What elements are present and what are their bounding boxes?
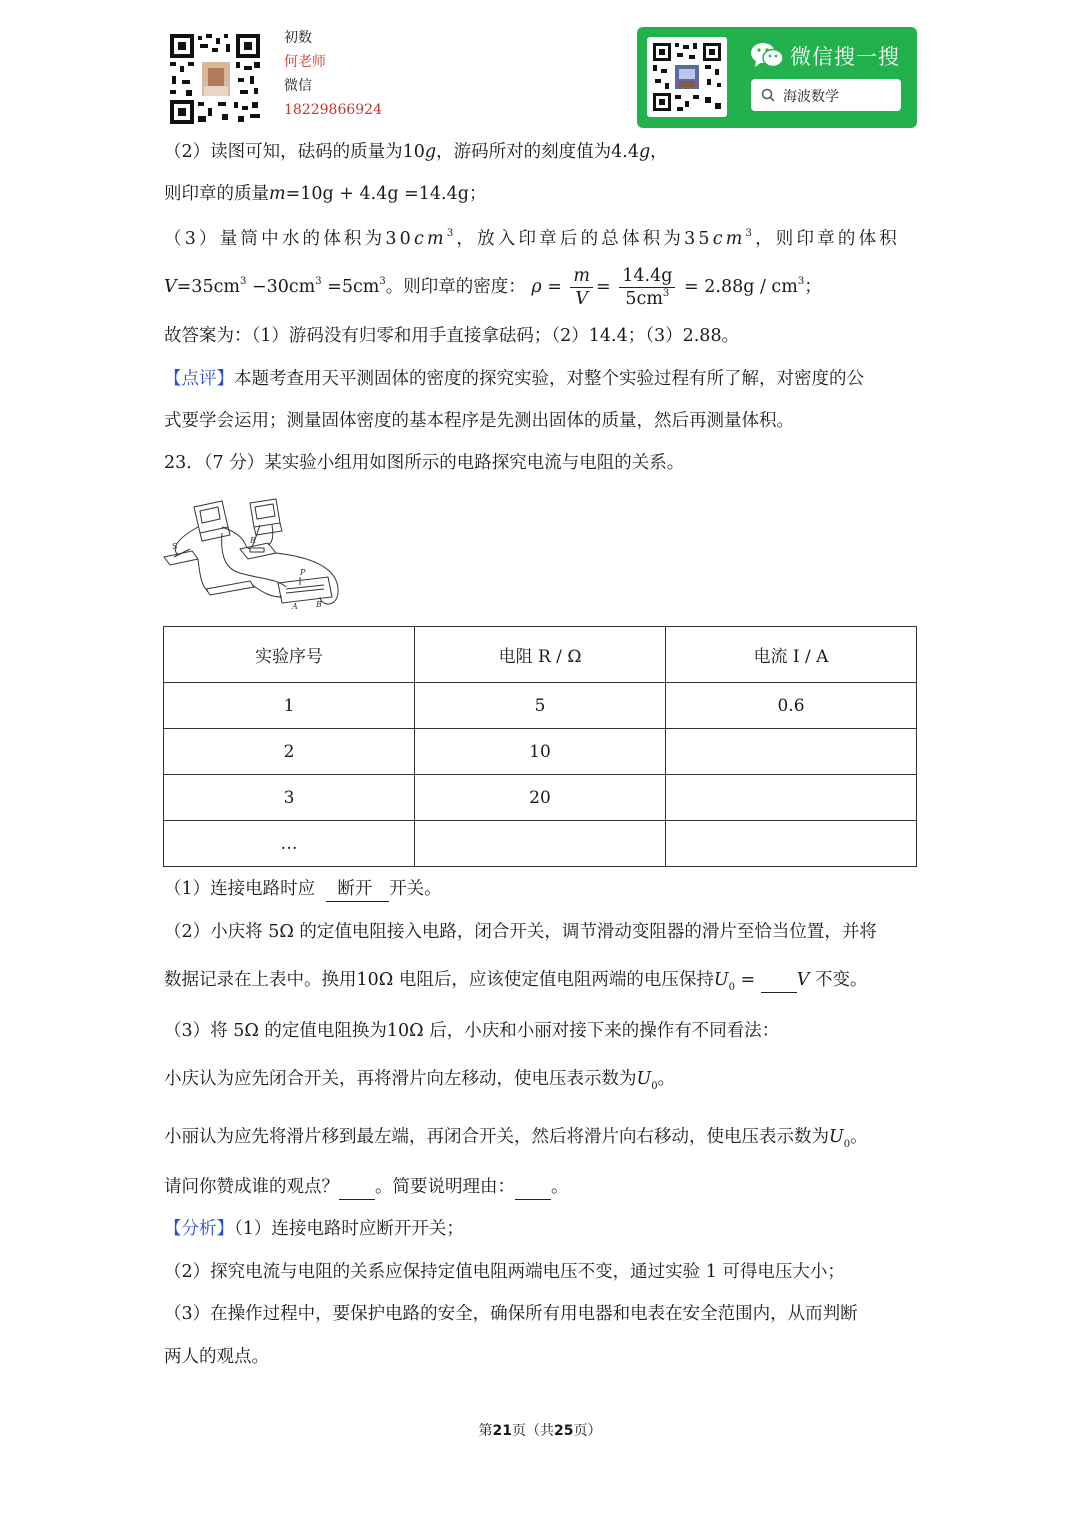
wechat-search-title: 微信搜一搜: [790, 45, 900, 69]
circuit-figure: [160, 497, 350, 612]
question-3-line-2: 小庆认为应先闭合开关，再将滑片向左移动，使电压表示数为$U_0$。: [164, 1069, 676, 1092]
contact-grade: 初数: [284, 30, 312, 46]
question-3-line-3: 小丽认为应先将滑片移到最左端，再闭合开关，然后将滑片向右移动，使电压表示数为$U_0$。: [164, 1127, 868, 1150]
table-cell: 3: [164, 775, 415, 821]
question-3-line-4: 请问你赞成谁的观点？ 。简要说明理由： 。: [164, 1175, 569, 1200]
experiment-data-table: [163, 626, 917, 867]
header-trial-number: 实验序号: [164, 627, 415, 683]
table-row: [164, 729, 917, 775]
solution-line-density: $V=35cm^3 -30cm^3 =5cm^3$。则印章的密度： ρ = $\frac{m}{V}$ = $\frac{14.4g}{5cm^3}$ = $2.88g / cm^3$；: [164, 266, 822, 309]
answer-summary: 故答案为：（1）游码没有归零和用手直接拿砝码；（2）14.4；（3）2.88。: [164, 326, 740, 346]
question-23-title: 23．（7 分）某实验小组用如图所示的电路探究电流与电阻的关系。: [164, 453, 685, 473]
qr-pattern: [168, 32, 262, 126]
table-cell: 10: [415, 729, 666, 775]
contact-teacher: 何老师: [284, 54, 326, 70]
page-footer: 第21页（共25页）: [478, 1423, 602, 1439]
table-cell: 2: [164, 729, 415, 775]
wechat-search-banner[interactable]: [637, 27, 917, 128]
question-1-answer: 断开: [326, 877, 389, 902]
table-header-row: [164, 627, 917, 683]
question-2-line-1: （2）小庆将 5Ω 的定值电阻接入电路，闭合开关，调节滑动变阻器的滑片至恰当位置，并将: [164, 922, 877, 942]
label-resistor-r: R: [250, 536, 257, 545]
density-fraction-numeric: $\frac{14.4g}{5cm^3}$: [619, 265, 675, 310]
question-3-line-1: （3）将 5Ω 的定值电阻换为10Ω 后，小庆和小丽对接下来的操作有不同看法：: [164, 1021, 780, 1041]
solution-line-volume: （3）量筒中水的体积为$30cm^3$，放入印章后的总体积为$35cm^3$，则印章的体积: [164, 228, 901, 249]
label-slider-p: P: [300, 568, 306, 577]
table-cell: 0.6: [666, 683, 917, 729]
table-cell: 1: [164, 683, 415, 729]
contact-phone: 18229866924: [284, 102, 382, 118]
table-row: [164, 775, 917, 821]
comment-line-1: 【点评】本题考查用天平测固体的密度的探究实验，对整个实验过程有所了解，对密度的公: [164, 369, 864, 389]
comment-line-2: 式要学会运用；测量固体密度的基本程序是先测出固体的质量，然后再测量体积。: [164, 411, 794, 431]
table-cell: [415, 821, 666, 867]
header-current: 电流 I / A: [666, 627, 917, 683]
question-2-line-2: 数据记录在上表中。换用10Ω 电阻后，应该使定值电阻两端的电压保持$U_0 = V$ 不变。: [164, 970, 868, 993]
contact-wechat-label: 微信: [284, 78, 312, 94]
table-row: [164, 821, 917, 867]
analysis-line-1: 【分析】（1）连接电路时应断开开关；: [164, 1219, 464, 1239]
question-1: （1）连接电路时应 断开 开关。: [164, 877, 442, 902]
contact-qr-code[interactable]: [168, 32, 262, 126]
wechat-search-query: 海波数学: [783, 89, 839, 105]
circuit-diagram: [160, 497, 350, 612]
search-icon: [761, 88, 775, 102]
question-3-blank-reason[interactable]: [515, 1175, 551, 1200]
label-terminal-b: B: [316, 600, 322, 609]
table-cell: …: [164, 821, 415, 867]
table-cell: 5: [415, 683, 666, 729]
table-row: [164, 683, 917, 729]
comment-label: 【点评】: [164, 369, 234, 389]
density-fraction-symbolic: $\frac{m}{V}$: [570, 265, 593, 310]
table-cell: 20: [415, 775, 666, 821]
question-3-blank-opinion[interactable]: [339, 1175, 375, 1200]
analysis-label: 【分析】: [164, 1219, 234, 1239]
wechat-qr-code[interactable]: [647, 37, 727, 117]
header-resistance: 电阻 R / Ω: [415, 627, 666, 683]
solution-line-total-mass: 则印章的质量m=10g + 4.4g =14.4g；: [164, 184, 487, 204]
analysis-line-3: （3）在操作过程中，要保护电路的安全，确保所有用电器和电表在安全范围内，从而判断: [164, 1304, 858, 1324]
analysis-line-2: （2）探究电流与电阻的关系应保持定值电阻两端电压不变，通过实验 1 可得电压大小；: [164, 1262, 845, 1282]
table-cell: [666, 775, 917, 821]
wechat-search-field[interactable]: [751, 79, 901, 111]
total-page-count: 25: [554, 1423, 574, 1439]
analysis-line-4: 两人的观点。: [164, 1347, 269, 1367]
wechat-logo-icon: [750, 41, 784, 69]
question-2-blank[interactable]: [761, 968, 797, 993]
table-cell: [666, 821, 917, 867]
label-terminal-a: A: [292, 602, 298, 611]
label-switch-s: S: [172, 542, 178, 551]
current-page-number: 21: [492, 1423, 512, 1439]
table-cell: [666, 729, 917, 775]
wechat-qr-pattern: [647, 37, 727, 117]
solution-line-mass: （2）读图可知，砝码的质量为10g，游码所对的刻度值为4.4g，: [164, 142, 668, 162]
